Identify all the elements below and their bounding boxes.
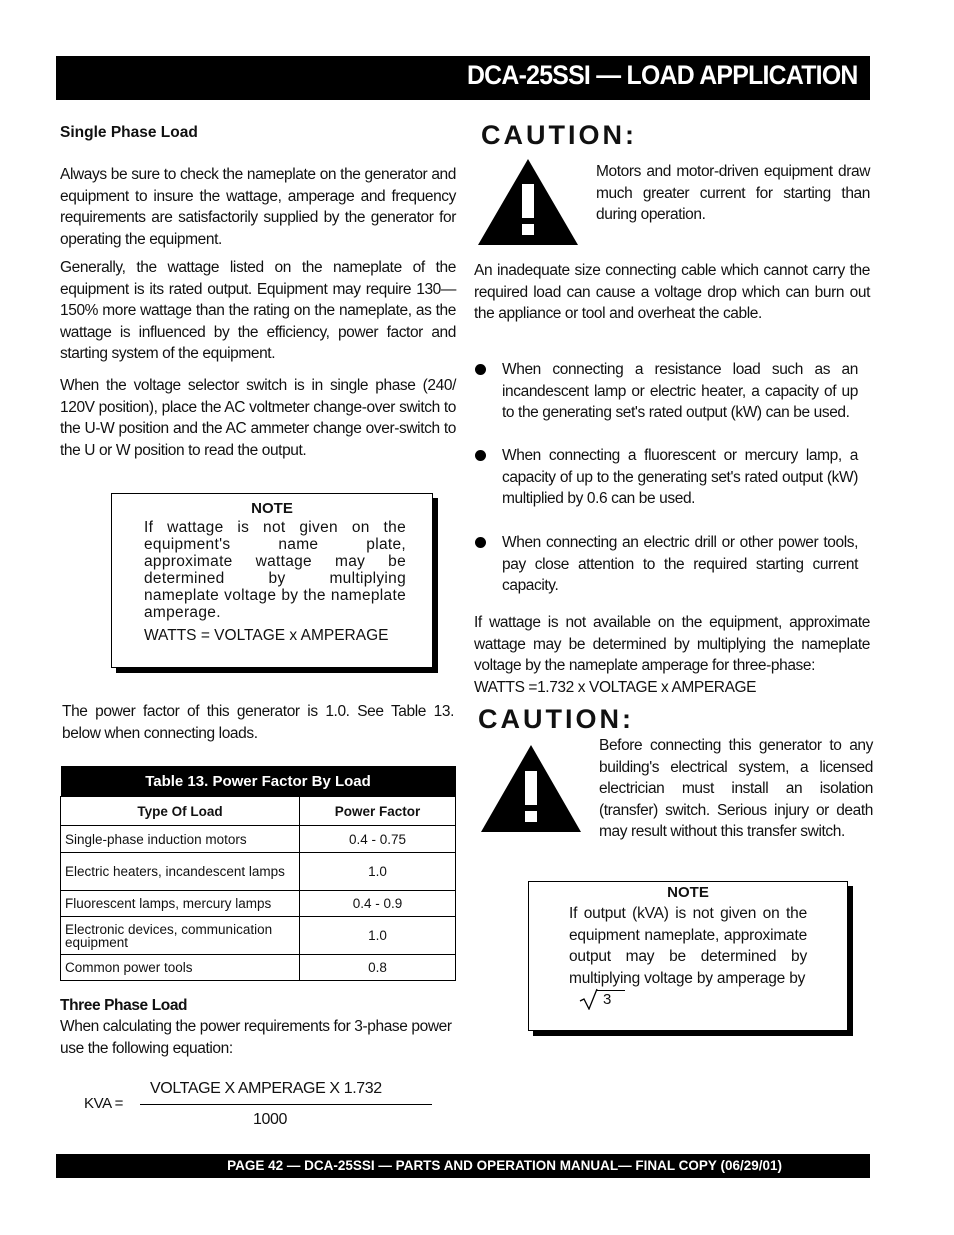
power-factor-table bbox=[60, 766, 456, 981]
table-header-factor: Power Factor bbox=[300, 797, 456, 826]
table-row bbox=[61, 826, 456, 853]
table-cell-factor: 0.4 - 0.9 bbox=[300, 891, 456, 917]
table-row bbox=[61, 917, 456, 955]
caution-title-1: CAUTION: bbox=[481, 120, 637, 150]
table-cell-factor: 1.0 bbox=[300, 853, 456, 891]
table-cell-factor: 0.8 bbox=[300, 955, 456, 981]
note-formula: WATTS = VOLTAGE x AMPERAGE bbox=[144, 627, 389, 644]
table-row bbox=[61, 955, 456, 981]
table-header-type: Type Of Load bbox=[61, 797, 300, 826]
note-box-wattage bbox=[111, 493, 433, 668]
sqrt-value: 3 bbox=[603, 991, 612, 1008]
footer-text: PAGE 42 — DCA-25SSI — PARTS AND OPERATION MANUAL— FINAL COPY (06/29/01) bbox=[227, 1158, 782, 1173]
bullet-dot bbox=[475, 537, 486, 548]
footer-bar bbox=[56, 1154, 870, 1178]
single-phase-paragraph-3: When the voltage selector switch is in single phase (240/ 120V position), place the AC voltmeter change-over switch to the U-W position and the AC ammeter change over-switch to the U or W position to read the output. bbox=[60, 377, 456, 459]
note-heading: NOTE bbox=[251, 500, 293, 517]
equation-lhs: KVA = bbox=[84, 1095, 124, 1112]
caution-title-2: CAUTION: bbox=[478, 704, 634, 734]
table-cell-factor: 1.0 bbox=[300, 917, 456, 955]
three-phase-paragraph: When calculating the power requirements for 3-phase power use the following equation: bbox=[60, 1018, 452, 1057]
power-factor-paragraph: The power factor of this generator is 1.0. See Table 13. below when connecting loads. bbox=[62, 703, 454, 742]
page-title: DCA-25SSI — LOAD APPLICATION bbox=[467, 60, 858, 90]
table-row bbox=[61, 853, 456, 891]
note-body: If output (kVA) is not given on the equipment nameplate, approximate output may be determined by multiplying voltage by amperage by bbox=[569, 905, 807, 987]
single-phase-heading: Single Phase Load bbox=[60, 124, 198, 141]
bullet-text-power-tools: When connecting an electric drill or other power tools, pay close attention to the required starting current capacity. bbox=[502, 534, 858, 594]
table-caption: Table 13. Power Factor By Load bbox=[61, 766, 456, 797]
cable-paragraph: An inadequate size connecting cable which cannot carry the required load can cause a voltage drop which can burn out the appliance or tool and overheat the cable. bbox=[474, 262, 870, 322]
table-cell-load: Electronic devices, communication equipment bbox=[61, 917, 300, 955]
single-phase-paragraph-1: Always be sure to check the nameplate on the generator and equipment to insure the wattage, amperage and frequency requirements are satisfactorily supplied by the generator for operating the equipment. bbox=[60, 166, 456, 248]
equation-numerator: VOLTAGE X AMPERAGE X 1.732 bbox=[150, 1080, 382, 1097]
three-phase-heading: Three Phase Load bbox=[60, 997, 188, 1014]
caution-text-1: Motors and motor-driven equipment draw much greater current for starting than during operation. bbox=[596, 163, 870, 223]
warning-triangle-icon bbox=[477, 158, 579, 246]
table-cell-load: Fluorescent lamps, mercury lamps bbox=[61, 891, 300, 917]
equation-fraction-line bbox=[140, 1104, 432, 1105]
bullet-text-resistance: When connecting a resistance load such as an incandescent lamp or electric heater, a capacity of up to the generating set's rated output (kW) can be used. bbox=[502, 361, 858, 421]
table-cell-load: Electric heaters, incandescent lamps bbox=[61, 853, 300, 891]
bullet-text-fluorescent: When connecting a fluorescent or mercury lamp, a capacity of up to the generating set's rated output (kW) multiplied by 0.6 can be used. bbox=[502, 447, 858, 507]
caution-text-2: Before connecting this generator to any building's electrical system, a licensed electrician must install an isolation (transfer) switch. Serious injury or death may result without this transfer switch. bbox=[599, 737, 873, 840]
single-phase-paragraph-2: Generally, the wattage listed on the nameplate of the equipment is its rated output. Equipment may require 130—150% more wattage than the rating on the nameplate, as the wattage is influenced by the efficiency, power factor and starting system of the equipment. bbox=[60, 259, 456, 362]
table-cell-load: Common power tools bbox=[61, 955, 300, 981]
bullet-dot bbox=[475, 364, 486, 375]
sqrt-icon bbox=[579, 988, 599, 1010]
equation-denominator: 1000 bbox=[253, 1111, 287, 1128]
bullet-dot bbox=[475, 450, 486, 461]
warning-triangle-icon bbox=[480, 744, 582, 833]
table-cell-factor: 0.4 - 0.75 bbox=[300, 826, 456, 853]
note-heading: NOTE bbox=[667, 884, 709, 901]
table-row bbox=[61, 891, 456, 917]
table-cell-load: Single-phase induction motors bbox=[61, 826, 300, 853]
note-box-kva bbox=[528, 881, 848, 1031]
note-body: If wattage is not given on the equipment's name plate, approximate wattage may be determined by multiplying nameplate voltage by the nameplate amperage. bbox=[144, 519, 406, 621]
wattage-formula: WATTS =1.732 x VOLTAGE x AMPERAGE bbox=[474, 679, 757, 696]
wattage-paragraph: If wattage is not available on the equipment, approximate wattage may be determined by multiplying the nameplate voltage by the nameplate amperage for three-phase: bbox=[474, 614, 870, 674]
header-bar bbox=[56, 56, 870, 100]
